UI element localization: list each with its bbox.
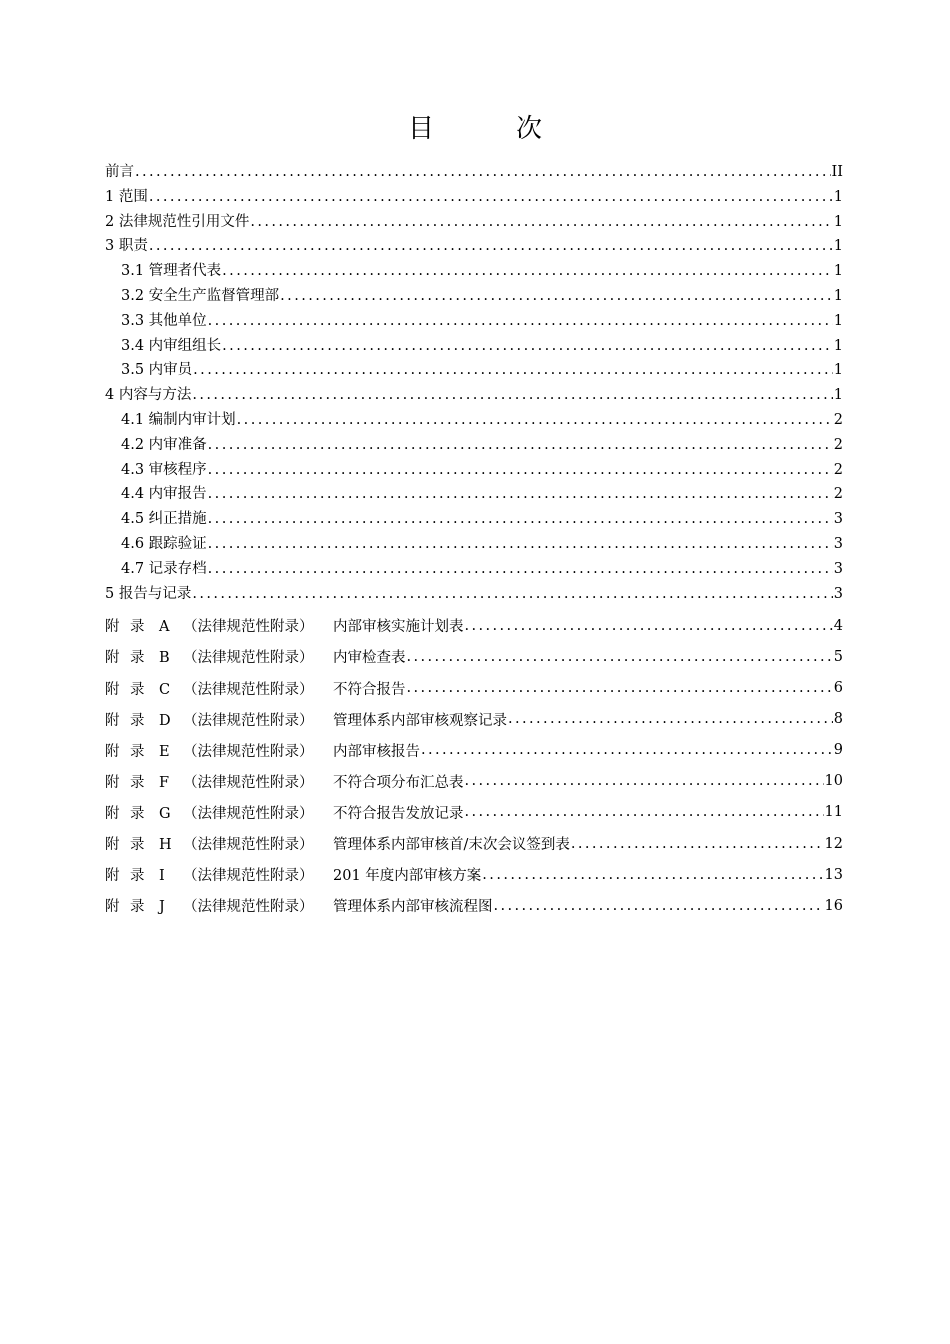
annex-title: 201 年度内部审核方案 bbox=[333, 868, 482, 885]
leader-dots bbox=[208, 511, 833, 527]
toc-entry[interactable] bbox=[105, 185, 843, 210]
annex-label bbox=[105, 895, 493, 916]
title-char-2: 次 bbox=[516, 114, 543, 144]
toc-entry[interactable] bbox=[105, 582, 843, 607]
leader-dots bbox=[465, 804, 824, 820]
annex-label bbox=[105, 646, 406, 667]
annex-label bbox=[105, 802, 464, 823]
annex-title: 管理体系内部审核观察记录 bbox=[333, 712, 507, 729]
toc-entry-label: 3.1 管理者代表 bbox=[121, 263, 222, 280]
annex-page: 11 bbox=[824, 804, 843, 821]
annex-page: 10 bbox=[824, 773, 843, 790]
annex-label bbox=[105, 771, 464, 792]
annex-prefix: 附 bbox=[105, 868, 120, 885]
annex-page: 6 bbox=[833, 680, 843, 697]
annex-page: 13 bbox=[824, 866, 843, 883]
toc-entry-label: 3 职责 bbox=[105, 238, 148, 255]
annex-type: （法律规范性附录） bbox=[183, 805, 314, 822]
leader-dots bbox=[421, 742, 833, 758]
toc-entry[interactable] bbox=[105, 309, 843, 334]
toc-entry-page: 1 bbox=[833, 263, 843, 280]
toc-entry-label: 3.4 内审组组长 bbox=[121, 337, 222, 354]
leader-dots bbox=[465, 618, 833, 634]
title-char-1: 目 bbox=[407, 114, 434, 144]
toc-entry-label: 4.2 内审准备 bbox=[121, 436, 207, 453]
leader-dots bbox=[135, 164, 831, 180]
toc-entry-label: 4.4 内审报告 bbox=[121, 486, 207, 503]
annex-word: 录 bbox=[130, 619, 145, 636]
toc-annex-entry[interactable] bbox=[105, 797, 843, 828]
annex-prefix: 附 bbox=[105, 899, 120, 916]
toc-entry-label: 5 报告与记录 bbox=[105, 585, 192, 602]
annex-title: 内审检查表 bbox=[333, 650, 406, 667]
toc-entry-page: 3 bbox=[833, 511, 843, 528]
toc-entry-page: 1 bbox=[833, 387, 843, 404]
toc-entry-page: 3 bbox=[833, 535, 843, 552]
toc-entry-page: 1 bbox=[833, 337, 843, 354]
annex-label bbox=[105, 740, 420, 761]
leader-dots bbox=[208, 561, 833, 577]
annex-page: 16 bbox=[824, 897, 843, 914]
toc-entry[interactable] bbox=[105, 383, 843, 408]
leader-dots bbox=[208, 486, 833, 502]
toc-entry-label: 4.1 编制内审计划 bbox=[121, 411, 236, 428]
annex-type: （法律规范性附录） bbox=[183, 868, 314, 885]
toc-annex-entry[interactable] bbox=[105, 673, 843, 704]
toc-entry[interactable] bbox=[105, 408, 843, 433]
toc-entry[interactable] bbox=[105, 433, 843, 458]
leader-dots bbox=[208, 437, 833, 453]
annex-prefix: 附 bbox=[105, 712, 120, 729]
toc-entry-label: 4.7 记录存档 bbox=[121, 560, 207, 577]
annex-prefix: 附 bbox=[105, 805, 120, 822]
annex-word: 录 bbox=[130, 774, 145, 791]
page-title bbox=[0, 108, 950, 145]
toc-entry-page: 2 bbox=[833, 411, 843, 428]
leader-dots bbox=[482, 867, 823, 883]
annex-title: 管理体系内部审核流程图 bbox=[333, 899, 493, 916]
toc-annex-entry[interactable] bbox=[105, 704, 843, 735]
leader-dots bbox=[508, 711, 833, 727]
leader-dots bbox=[222, 338, 833, 354]
annex-prefix: 附 bbox=[105, 650, 120, 667]
annex-page: 8 bbox=[833, 711, 843, 728]
toc-entry-page: 3 bbox=[833, 560, 843, 577]
toc-entry-page: 3 bbox=[833, 585, 843, 602]
annex-type: （法律规范性附录） bbox=[183, 619, 314, 636]
toc-entry[interactable] bbox=[105, 284, 843, 309]
toc-entry[interactable] bbox=[105, 160, 843, 185]
toc-entry-page: 1 bbox=[833, 287, 843, 304]
annex-label bbox=[105, 864, 481, 885]
annex-label bbox=[105, 615, 464, 636]
toc-entry-page: 2 bbox=[833, 486, 843, 503]
annex-title: 内部审核报告 bbox=[333, 743, 420, 760]
annex-page: 5 bbox=[833, 648, 843, 665]
toc-entry-page: 1 bbox=[833, 188, 843, 205]
leader-dots bbox=[208, 536, 833, 552]
leader-dots bbox=[237, 412, 833, 428]
toc-annex-entry[interactable] bbox=[105, 641, 843, 672]
toc-entry[interactable] bbox=[105, 557, 843, 582]
annex-letter: D bbox=[159, 712, 171, 729]
toc-entry-label: 3.5 内审员 bbox=[121, 362, 193, 379]
toc-annex-entry[interactable] bbox=[105, 828, 843, 859]
toc-annex-entry[interactable] bbox=[105, 735, 843, 766]
annex-letter: B bbox=[159, 650, 170, 667]
annex-letter: F bbox=[159, 774, 170, 791]
toc-annex-entry[interactable] bbox=[105, 610, 843, 641]
table-of-contents bbox=[105, 160, 843, 921]
leader-dots bbox=[192, 586, 832, 602]
annex-type: （法律规范性附录） bbox=[183, 774, 314, 791]
annex-word: 录 bbox=[130, 743, 145, 760]
toc-entry[interactable] bbox=[105, 234, 843, 259]
annex-title: 管理体系内部审核首/末次会议签到表 bbox=[333, 837, 570, 854]
annex-page: 4 bbox=[833, 617, 843, 634]
toc-entry-page: 2 bbox=[833, 436, 843, 453]
toc-entry[interactable] bbox=[105, 358, 843, 383]
toc-entry[interactable] bbox=[105, 532, 843, 557]
leader-dots bbox=[280, 288, 833, 304]
toc-entry-label: 2 法律规范性引用文件 bbox=[105, 213, 250, 230]
annex-label bbox=[105, 833, 570, 854]
toc-entry-page: 1 bbox=[833, 312, 843, 329]
annex-title: 不符合报告 bbox=[333, 681, 406, 698]
annex-letter: A bbox=[159, 619, 170, 636]
annex-word: 录 bbox=[130, 868, 145, 885]
annex-label bbox=[105, 678, 406, 699]
annex-prefix: 附 bbox=[105, 743, 120, 760]
toc-annex-entry[interactable] bbox=[105, 890, 843, 921]
toc-entry-label: 前言 bbox=[105, 164, 134, 180]
toc-entry[interactable] bbox=[105, 507, 843, 532]
annex-prefix: 附 bbox=[105, 619, 120, 636]
annex-letter: J bbox=[159, 899, 165, 916]
annex-prefix: 附 bbox=[105, 774, 120, 791]
leader-dots bbox=[149, 238, 833, 254]
annex-word: 录 bbox=[130, 837, 145, 854]
annex-letter: G bbox=[159, 805, 171, 822]
toc-entry-label: 4.5 纠正措施 bbox=[121, 511, 207, 528]
toc-entry-page: 1 bbox=[833, 213, 843, 230]
annex-letter: E bbox=[159, 743, 170, 760]
toc-entry-label: 4 内容与方法 bbox=[105, 387, 192, 404]
leader-dots bbox=[208, 313, 833, 329]
annex-letter: H bbox=[159, 837, 172, 854]
annex-page: 9 bbox=[833, 742, 843, 759]
annex-type: （法律规范性附录） bbox=[183, 837, 314, 854]
leader-dots bbox=[407, 680, 833, 696]
annex-prefix: 附 bbox=[105, 681, 120, 698]
toc-entry-label: 3.2 安全生产监督管理部 bbox=[121, 287, 280, 304]
annex-letter: C bbox=[159, 681, 171, 698]
annex-word: 录 bbox=[130, 650, 145, 667]
leader-dots bbox=[571, 836, 824, 852]
toc-entry-label: 1 范围 bbox=[105, 188, 148, 205]
toc-entry[interactable] bbox=[105, 458, 843, 483]
toc-annex-entry[interactable] bbox=[105, 766, 843, 797]
annex-title: 不符合项分布汇总表 bbox=[333, 774, 464, 791]
toc-entry-page: 1 bbox=[833, 238, 843, 255]
toc-entry-label: 3.3 其他单位 bbox=[121, 312, 207, 329]
annex-letter: I bbox=[159, 868, 165, 885]
toc-entry[interactable] bbox=[105, 334, 843, 359]
annex-type: （法律规范性附录） bbox=[183, 899, 314, 916]
toc-entry-page: II bbox=[831, 164, 843, 180]
annex-prefix: 附 bbox=[105, 837, 120, 854]
annex-type: （法律规范性附录） bbox=[183, 650, 314, 667]
leader-dots bbox=[149, 189, 833, 205]
annex-title: 不符合报告发放记录 bbox=[333, 805, 464, 822]
annex-label bbox=[105, 709, 507, 730]
leader-dots bbox=[465, 773, 824, 789]
toc-annex-entry[interactable] bbox=[105, 859, 843, 890]
leader-dots bbox=[193, 362, 833, 378]
toc-entry[interactable] bbox=[105, 210, 843, 235]
toc-entry[interactable] bbox=[105, 482, 843, 507]
leader-dots bbox=[250, 214, 832, 230]
annex-page: 12 bbox=[824, 835, 843, 852]
annex-type: （法律规范性附录） bbox=[183, 712, 314, 729]
leader-dots bbox=[222, 263, 833, 279]
annex-type: （法律规范性附录） bbox=[183, 743, 314, 760]
annex-type: （法律规范性附录） bbox=[183, 681, 314, 698]
toc-entry-label: 4.3 审核程序 bbox=[121, 461, 207, 478]
leader-dots bbox=[192, 387, 832, 403]
annex-word: 录 bbox=[130, 805, 145, 822]
annex-title: 内部审核实施计划表 bbox=[333, 619, 464, 636]
annex-word: 录 bbox=[130, 899, 145, 916]
annex-word: 录 bbox=[130, 712, 145, 729]
toc-entry-page: 2 bbox=[833, 461, 843, 478]
toc-entry[interactable] bbox=[105, 259, 843, 284]
annex-word: 录 bbox=[130, 681, 145, 698]
leader-dots bbox=[208, 462, 833, 478]
toc-entry-label: 4.6 跟踪验证 bbox=[121, 535, 207, 552]
toc-entry-page: 1 bbox=[833, 362, 843, 379]
leader-dots bbox=[407, 649, 833, 665]
leader-dots bbox=[494, 898, 824, 914]
